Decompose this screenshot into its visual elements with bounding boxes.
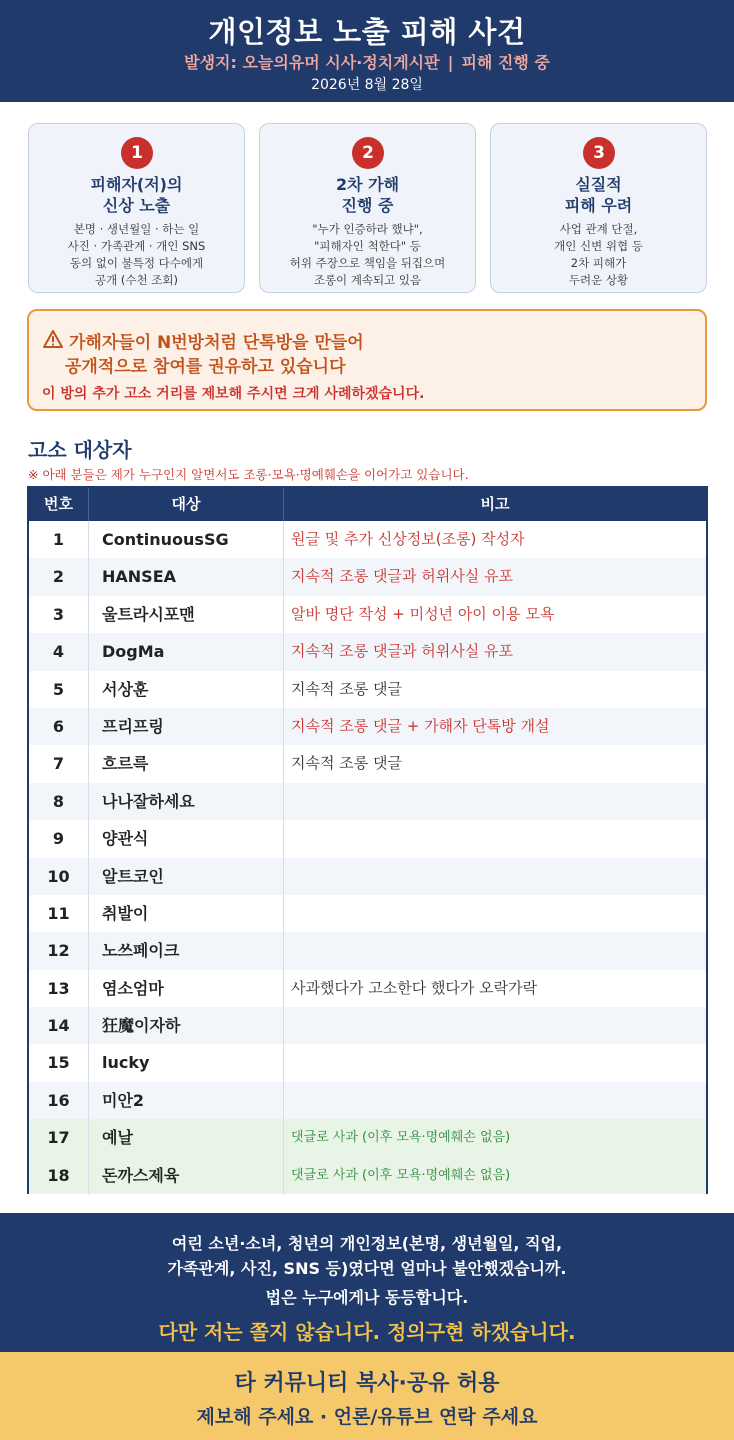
incident-location: 발생지: 오늘의유머 시사·정치게시판	[184, 53, 440, 72]
row-remark: 지속적 조롱 댓글	[283, 745, 706, 782]
row-remark	[283, 932, 706, 969]
footer-line-2: 가족관계, 사진, SNS 등)였다면 얼마나 불안했겠습니까.	[167, 1259, 567, 1278]
row-remark	[283, 895, 706, 932]
card-title: 피해자(저)의 신상 노출	[90, 175, 183, 215]
row-remark: 알바 명단 작성 + 미성년 아이 이용 모욕	[283, 596, 706, 633]
row-remark	[283, 1044, 706, 1081]
card-number-badge: 2	[352, 137, 384, 169]
row-remark: 댓글로 사과 (이후 모욕·명예훼손 없음)	[283, 1119, 706, 1156]
warning-triangle-icon	[43, 330, 63, 348]
row-remark: 댓글로 사과 (이후 모욕·명예훼손 없음)	[283, 1157, 706, 1194]
row-remark: 사과했다가 고소한다 했다가 오락가락	[283, 970, 706, 1007]
table-row	[29, 932, 706, 969]
summary-cards	[28, 123, 707, 293]
row-remark: 지속적 조롱 댓글과 허위사실 유포	[283, 558, 706, 595]
row-number: 13	[47, 978, 70, 998]
table-row	[29, 895, 706, 932]
table-row	[29, 1007, 706, 1044]
defendants-table	[27, 486, 708, 1194]
contact-request-text: 제보해 주세요 · 언론/유튜브 연락 주세요	[196, 1406, 538, 1428]
warning-line-1: 가해자들이 N번방처럼 단톡방을 만들어	[69, 333, 364, 353]
row-number: 16	[47, 1090, 70, 1110]
table-row	[29, 1044, 706, 1081]
row-number: 4	[52, 642, 65, 662]
row-target-name: 예날	[88, 1119, 283, 1156]
row-number: 17	[47, 1128, 70, 1148]
table-row	[29, 633, 706, 670]
share-banner	[0, 1352, 734, 1440]
row-remark	[283, 820, 706, 857]
table-row	[29, 1157, 706, 1194]
card-description: 사업 관계 단절, 개인 신변 위협 등 2차 피해가 두려운 상황	[554, 222, 643, 287]
table-row	[29, 745, 706, 782]
share-permission-text: 타 커뮤니티 복사·공유 허용	[234, 1371, 500, 1396]
card-description: "누가 인증하라 했냐", "피해자인 척한다" 등 허위 주장으로 책임을 뒤집으며 조롱이 계속되고 있음	[289, 222, 446, 287]
row-target-name: 알트코인	[88, 858, 283, 895]
row-target-name: 프리프링	[88, 708, 283, 745]
row-target-name: 노쓰페이크	[88, 932, 283, 969]
table-row	[29, 1119, 706, 1156]
table-row	[29, 858, 706, 895]
card-title: 2차 가해 진행 중	[335, 175, 400, 215]
table-row	[29, 970, 706, 1007]
row-number: 15	[47, 1053, 70, 1073]
card-title: 실질적 피해 우려	[564, 175, 633, 215]
footer-highlight: 다만 저는 쫄지 않습니다. 정의구현 하겠습니다.	[158, 1320, 576, 1344]
row-number: 2	[52, 567, 65, 587]
table-body	[29, 521, 706, 1194]
page-title: 개인정보 노출 피해 사건	[208, 15, 526, 49]
row-number: 1	[52, 530, 65, 549]
footer-message	[0, 1213, 734, 1352]
header-banner	[0, 0, 734, 102]
table-row	[29, 671, 706, 708]
row-target-name: DogMa	[88, 633, 283, 670]
card-number-badge: 1	[121, 137, 153, 169]
summary-card-3	[490, 123, 707, 293]
table-row	[29, 521, 706, 558]
row-number: 12	[47, 941, 70, 961]
row-remark: 원글 및 추가 신상정보(조롱) 작성자	[283, 521, 706, 558]
table-row	[29, 708, 706, 745]
table-row	[29, 558, 706, 595]
row-target-name: 취발이	[88, 895, 283, 932]
row-target-name: 미안2	[88, 1082, 283, 1119]
warning-box	[27, 309, 707, 411]
row-number: 6	[52, 716, 65, 736]
row-target-name: 염소엄마	[88, 970, 283, 1007]
row-number: 18	[47, 1165, 70, 1185]
row-target-name: 狂魔이자하	[88, 1007, 283, 1044]
column-header-number: 번호	[44, 495, 73, 513]
warning-line-2: 공개적으로 참여를 권유하고 있습니다	[65, 357, 346, 377]
row-target-name: 흐르륵	[88, 745, 283, 782]
row-number: 8	[52, 791, 65, 811]
row-remark	[283, 858, 706, 895]
card-description: 본명 · 생년월일 · 하는 일 사진 · 가족관계 · 개인 SNS 동의 없이 불특정 다수에게 공개 (수천 조회)	[67, 222, 206, 287]
section-note: ※ 아래 분들은 제가 누구인지 알면서도 조롱·모욕·명예훼손을 이어가고 있습니다.	[28, 467, 469, 482]
card-number-badge: 3	[583, 137, 615, 169]
row-target-name: 서상훈	[88, 671, 283, 708]
column-header-target: 대상	[88, 488, 283, 521]
row-remark	[283, 1082, 706, 1119]
summary-card-2	[259, 123, 476, 293]
row-number: 9	[52, 829, 65, 849]
table-row	[29, 1082, 706, 1119]
summary-card-1	[28, 123, 245, 293]
table-header	[29, 488, 706, 521]
row-remark: 지속적 조롱 댓글	[283, 671, 706, 708]
row-target-name: 울트라시포맨	[88, 596, 283, 633]
footer-line-1: 여린 소년·소녀, 청년의 개인정보(본명, 생년월일, 직업,	[171, 1234, 563, 1253]
footer-line-3: 법은 누구에게나 동등합니다.	[265, 1288, 469, 1307]
row-remark: 지속적 조롱 댓글 + 가해자 단톡방 개설	[283, 708, 706, 745]
row-number: 14	[47, 1016, 70, 1036]
row-target-name: 양관식	[88, 820, 283, 857]
row-remark	[283, 783, 706, 820]
row-number: 11	[47, 903, 70, 923]
warning-reward-text: 이 방의 추가 고소 거리를 제보해 주시면 크게 사례하겠습니다.	[42, 386, 425, 402]
row-number: 10	[47, 866, 70, 886]
row-target-name: HANSEA	[88, 558, 283, 595]
table-row	[29, 596, 706, 633]
section-title: 고소 대상자	[28, 438, 132, 462]
row-number: 7	[52, 754, 65, 774]
row-target-name: lucky	[88, 1044, 283, 1081]
row-target-name: 돈까스제육	[88, 1157, 283, 1194]
row-target-name: ContinuousSG	[88, 521, 283, 558]
row-remark: 지속적 조롱 댓글과 허위사실 유포	[283, 633, 706, 670]
row-remark	[283, 1007, 706, 1044]
row-number: 5	[52, 679, 65, 699]
incident-status: 피해 진행 중	[461, 53, 550, 72]
table-row	[29, 820, 706, 857]
incident-date: 2026년 8월 28일	[311, 77, 423, 93]
row-target-name: 나나잘하세요	[88, 783, 283, 820]
row-number: 3	[52, 604, 65, 624]
column-header-remarks: 비고	[283, 488, 706, 521]
header-subtitle	[0, 50, 734, 73]
table-row	[29, 783, 706, 820]
header-separator: |	[447, 53, 454, 72]
